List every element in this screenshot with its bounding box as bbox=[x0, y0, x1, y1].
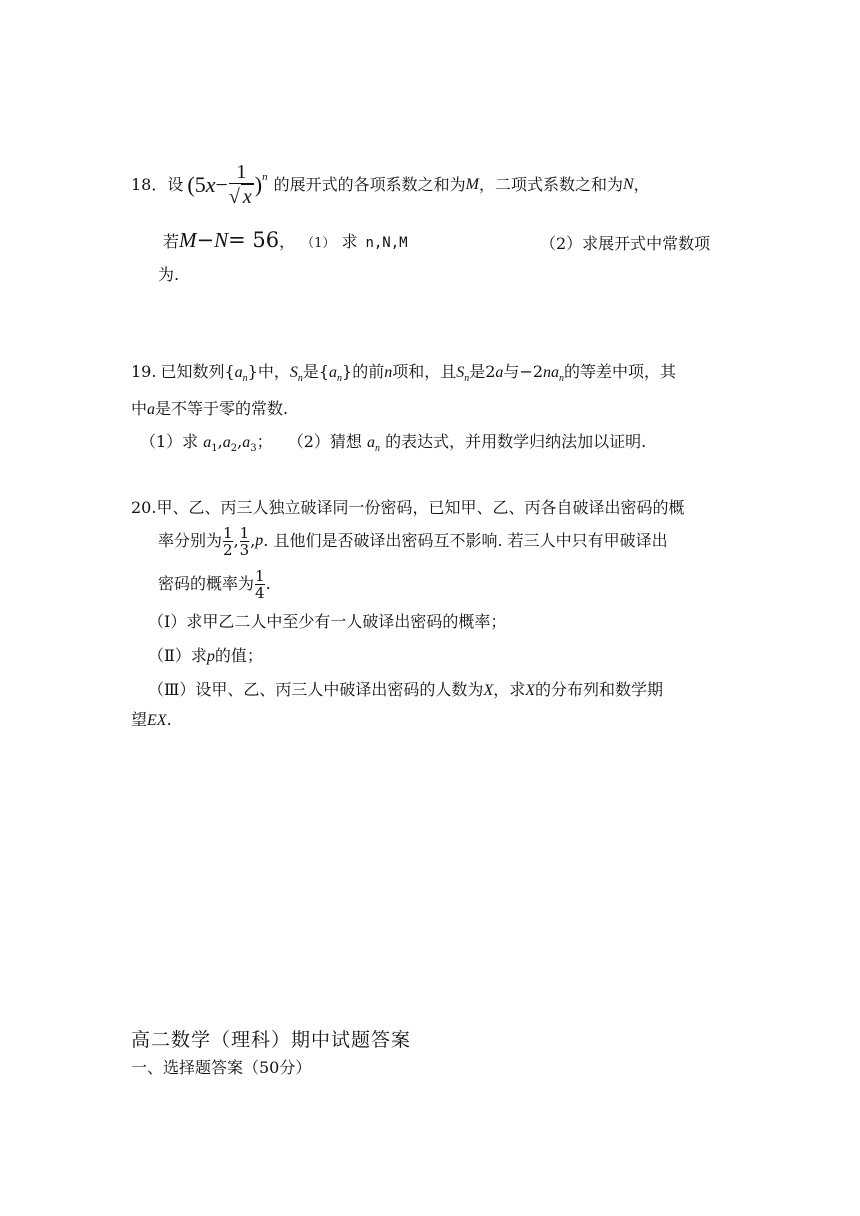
q20-part2: （Ⅱ）求p的值； bbox=[148, 646, 263, 665]
q20-part3: （Ⅲ）设甲、乙、丙三人中破译出密码的人数为X，求X的分布列和数学期 bbox=[148, 680, 664, 699]
q18-fraction: $\frac{1}{√ x}$ bbox=[228, 161, 252, 208]
q19-line2: 中a是不等于零的常数. bbox=[131, 399, 289, 418]
q19-line3: （1）求 $a_1,a_2,a_3$； （2）猜想 $a_n$ 的表达式，并用数学归纳法加以证明. bbox=[140, 432, 647, 454]
q18-number: 18．设 bbox=[131, 175, 184, 194]
q18-line1: 18．设 (5 x − $\frac{1}{√ x}$ ) n 的展开式的各项系数之和为 M ，二项式系数之和为 N ， bbox=[131, 161, 650, 208]
fraction-one-quarter: $\frac{1}{4}$ bbox=[255, 566, 265, 602]
q18-expression: (5 x − $\frac{1}{√ x}$ ) n bbox=[187, 161, 268, 208]
q20-line7: 望EX. bbox=[131, 710, 172, 729]
q20-line3: 密码的概率为 $\frac{1}{4}$ . bbox=[158, 566, 271, 602]
q18-part2: （2）求展开式中常数项 bbox=[540, 234, 711, 253]
q18-line2: 若 M − N = 56 ， （1） 求 n,N,M bbox=[163, 228, 408, 252]
fraction-one-half: $\frac{1}{2}$ bbox=[223, 523, 233, 559]
answers-title: 高二数学（理科）期中试题答案 bbox=[131, 1029, 412, 1051]
q19-line1: 19. 已知数列{ a n }中， S n 是{ a n }的前 n 项和，且 S n 是 2 a 与 −2 n a n 的等差中项，其 bbox=[131, 362, 677, 384]
q20-part1: （Ⅰ）求甲乙二人中至少有一人破译出密码的概率； bbox=[148, 612, 507, 631]
q20-line2: 率分别为 $\frac{1}{2}$ , $\frac{1}{3}$ , p . 且他们是否破译出密码互不影响. 若三人中只有甲破译出 bbox=[158, 523, 668, 559]
q20-line1: 20.甲、乙、丙三人独立破译同一份密码，已知甲、乙、丙各自破译出密码的概 bbox=[131, 498, 685, 517]
q18-line3: 为. bbox=[158, 265, 180, 284]
answers-section1: 一、选择题答案（50分） bbox=[131, 1058, 312, 1077]
fraction-one-third: $\frac{1}{3}$ bbox=[239, 523, 250, 559]
